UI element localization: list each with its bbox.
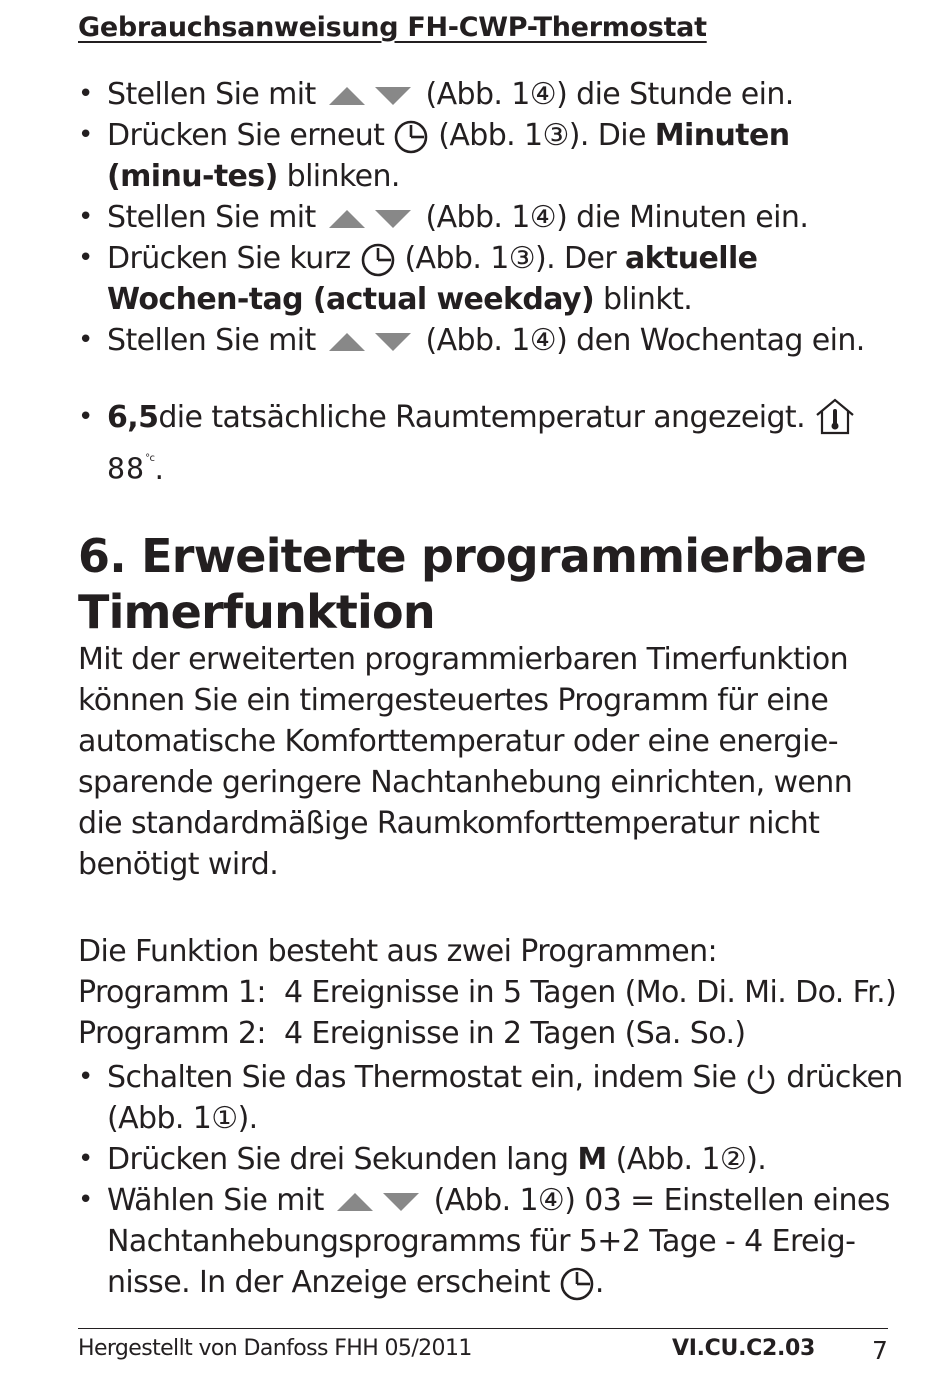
programs-block [78, 931, 898, 1054]
section-title: 6. Erweiterte programmierbare Timerfunktion [78, 529, 867, 639]
list-item: • Stellen Sie mit (Abb. 1④) die Minuten ein. [78, 197, 898, 238]
clock-icon [393, 120, 429, 154]
footer-manufacturer: Hergestellt von Danfoss FHH 05/2011 [78, 1336, 472, 1361]
programs-intro: Die Funktion besteht aus zwei Programmen: [78, 934, 718, 969]
clock-icon [360, 243, 396, 277]
temperature-note [78, 397, 898, 490]
list-item: • 6,5die tatsächliche Raumtemperatur angezeigt. $88^{^\circ c}$. [78, 397, 898, 490]
program-row: Programm 1: 4 Ereignisse in 5 Tagen (Mo. Di. Mi. Do. Fr.) [78, 975, 897, 1010]
up-down-arrows-icon [327, 330, 415, 354]
program-row: Programm 2: 4 Ereignisse in 2 Tagen (Sa. So.) [78, 1016, 746, 1051]
power-icon [745, 1062, 777, 1096]
program-setup-steps [78, 1057, 908, 1303]
lcd-display: 88 [107, 452, 146, 487]
celsius-unit: °c [145, 453, 155, 464]
up-down-arrows-icon [327, 207, 415, 231]
house-thermometer-icon [814, 397, 856, 437]
time-setting-steps [78, 74, 898, 361]
page-number: 7 [872, 1336, 888, 1365]
footer-document-code: VI.CU.C2.03 [672, 1336, 816, 1361]
footer-divider [78, 1328, 888, 1329]
list-item: • Schalten Sie das Thermostat ein, indem Sie drücken (Abb. 1①). [78, 1057, 908, 1139]
up-down-arrows-icon [335, 1190, 423, 1214]
list-item: • Wählen Sie mit (Abb. 1④) 03 = Einstellen eines Nachtanhebungsprogramms für 5+2 Tage - 4 Ereig-nisse. In der Anzeige erscheint . [78, 1180, 908, 1303]
clock-icon [559, 1267, 595, 1301]
list-item: • Stellen Sie mit (Abb. 1④) die Stunde ein. [78, 74, 898, 115]
list-item: • Stellen Sie mit (Abb. 1④) den Wochentag ein. [78, 320, 898, 361]
list-item: • Drücken Sie erneut (Abb. 1③). Die Minuten (minu-tes) blinken. [78, 115, 898, 197]
list-item: • Drücken Sie kurz (Abb. 1③). Der aktuelle Wochen-tag (actual weekday) blinkt. [78, 238, 898, 320]
list-item: • Drücken Sie drei Sekunden lang M (Abb. 1②). [78, 1139, 908, 1180]
page-header-title: Gebrauchsanweisung FH-CWP-Thermostat [78, 12, 707, 43]
up-down-arrows-icon [327, 84, 415, 108]
section-intro: Mit der erweiterten programmierbaren Timerfunktion können Sie ein timergesteuertes Programm für eine automatische Komforttemperatur oder eine energie-sparende geringere Nachtanhebung einrichten, wenn die standardmäßige Raumkomforttemperatur nicht benötigt wird. [78, 642, 853, 882]
